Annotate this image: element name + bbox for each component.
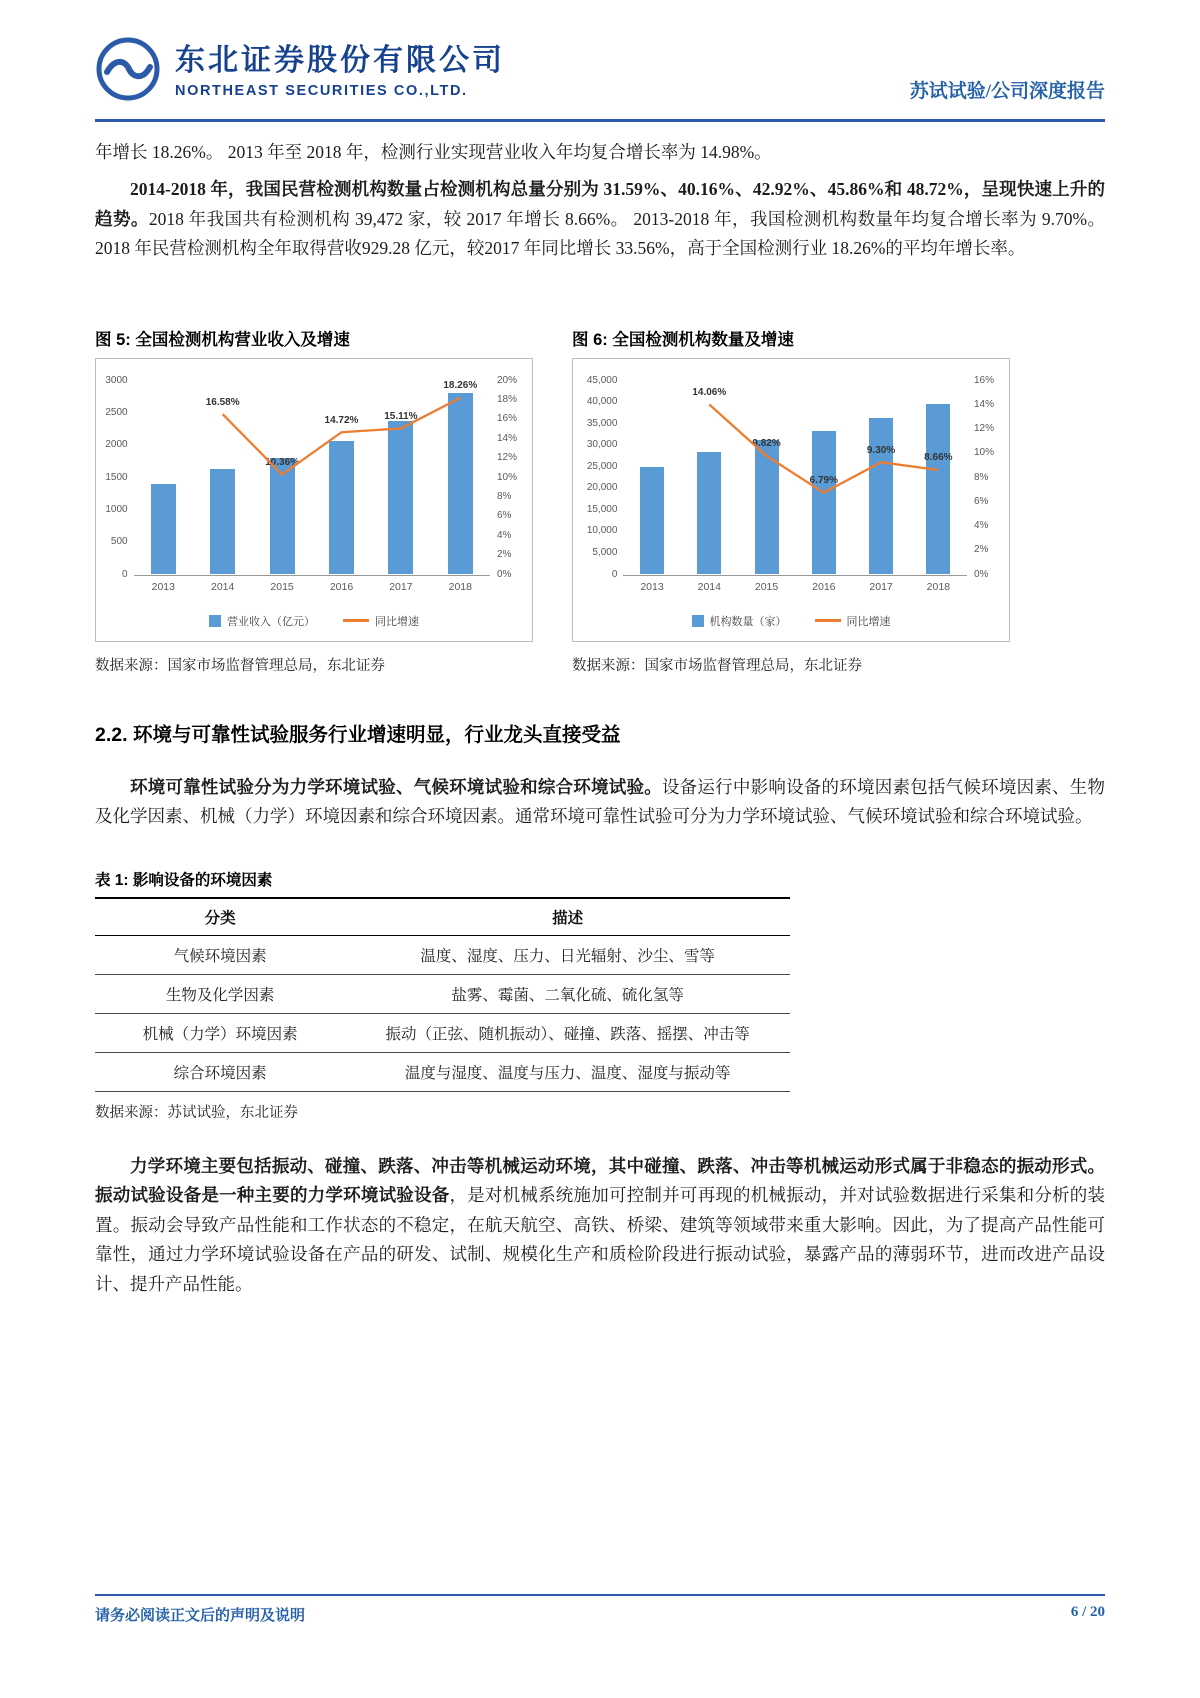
x-axis-label: 2016 bbox=[329, 580, 354, 593]
text-segment: 2014-2018 年，我国民营检测机构数量占检测机构总量分别为 31.59%、40.16%、42.92%、45.86%和 48.72%，呈现快速上升的趋势。 bbox=[95, 179, 1105, 229]
left-axis-tick: 35,000 bbox=[586, 417, 618, 429]
table-cell: 综合环境因素 bbox=[95, 1052, 345, 1091]
paragraph-industry-growth: 年增长 18.26%。 2013 年至 2018 年，检测行业实现营业收入年均复合增长率为 14.98%。 bbox=[95, 141, 772, 162]
x-axis-label: 2013 bbox=[640, 580, 664, 593]
x-axis-label: 2017 bbox=[869, 580, 893, 593]
legend-label: 机构数量（家） bbox=[709, 615, 787, 628]
legend-line-swatch bbox=[343, 619, 369, 622]
left-axis-tick: 20,000 bbox=[586, 482, 618, 494]
left-axis-tick: 1500 bbox=[105, 471, 128, 483]
legend-item-line bbox=[815, 613, 891, 629]
x-axis-label: 2017 bbox=[389, 580, 413, 593]
growth-trend-line bbox=[573, 359, 1009, 641]
right-axis-tick: 2% bbox=[497, 549, 512, 561]
table-cell: 盐雾、霉菌、二氧化硫、硫化氢等 bbox=[345, 974, 790, 1013]
section-heading-2-2: 2.2. 环境与可靠性试验服务行业增速明显，行业龙头直接受益 bbox=[95, 723, 621, 746]
text-segment: 2018 年我国共有检测机构 39,472 家，较 2017 年增长 8.66%。 2013-2018 年，我国检测机构数量年均复合增长率为 9.70%。2018 年民营检测机构全年取得营收929.28 亿元，较2017 年同比增长 33.56%，高于全国检测行业 18.26%的平均年增长率。 bbox=[95, 208, 1106, 258]
table-row bbox=[95, 974, 790, 1013]
x-axis-label: 2014 bbox=[697, 580, 721, 593]
data-label: 9.30% bbox=[866, 444, 896, 456]
figure-source: 数据来源：国家市场监督管理总局，东北证券 bbox=[572, 657, 862, 674]
footer-row bbox=[95, 1604, 1105, 1625]
figure-source: 数据来源：国家市场监督管理总局，东北证券 bbox=[95, 657, 385, 674]
right-axis-tick: 10% bbox=[497, 471, 518, 483]
x-axis-label: 2015 bbox=[270, 580, 294, 593]
right-axis-tick: 20% bbox=[497, 374, 518, 386]
left-axis-tick: 2500 bbox=[105, 406, 128, 418]
footer-divider bbox=[95, 1594, 1105, 1596]
data-label: 6.79% bbox=[809, 475, 838, 487]
legend-bar-swatch bbox=[692, 615, 704, 627]
right-axis-tick: 12% bbox=[497, 452, 518, 464]
page-footer bbox=[95, 1594, 1105, 1625]
paragraph-private-institutions bbox=[95, 175, 1105, 264]
x-axis-label: 2018 bbox=[448, 580, 472, 593]
left-axis-tick: 500 bbox=[110, 536, 128, 548]
table-cell: 气候环境因素 bbox=[95, 935, 345, 974]
data-label: 10.36% bbox=[265, 457, 300, 468]
right-axis-tick: 6% bbox=[497, 510, 512, 522]
figure-row bbox=[95, 326, 1105, 675]
right-axis-tick: 4% bbox=[497, 529, 512, 541]
revenue-growth-chart bbox=[95, 358, 533, 642]
right-axis-tick: 12% bbox=[974, 423, 995, 434]
right-axis-tick: 0% bbox=[974, 568, 989, 580]
table-row bbox=[95, 1013, 790, 1052]
chart-legend bbox=[573, 613, 1009, 629]
left-axis-tick: 2000 bbox=[105, 439, 128, 451]
legend-line-swatch bbox=[815, 619, 841, 622]
right-axis-tick: 0% bbox=[497, 568, 512, 580]
legend-bar-swatch bbox=[209, 615, 221, 627]
company-name-cn: 东北证券股份有限公司 bbox=[175, 44, 505, 78]
data-label: 14.72% bbox=[324, 414, 359, 426]
paragraph-mechanical-environment bbox=[95, 1152, 1105, 1300]
left-axis-tick: 30,000 bbox=[586, 439, 618, 451]
x-axis-label: 2014 bbox=[211, 580, 235, 593]
legend-label: 同比增速 bbox=[846, 615, 891, 628]
figure-title: 图 6: 全国检测机构数量及增速 bbox=[572, 330, 794, 349]
header-divider bbox=[95, 119, 1105, 122]
left-axis-tick: 1000 bbox=[105, 503, 128, 515]
chart-legend bbox=[96, 613, 532, 629]
table-header-cell: 分类 bbox=[95, 898, 345, 936]
env-factors-table bbox=[95, 897, 790, 1092]
right-axis-tick: 18% bbox=[497, 393, 518, 405]
figure-count-chart bbox=[572, 326, 1010, 675]
right-axis-tick: 4% bbox=[974, 520, 989, 531]
right-axis-tick: 14% bbox=[974, 398, 995, 410]
x-axis-label: 2016 bbox=[812, 580, 836, 593]
left-axis-tick: 25,000 bbox=[586, 460, 618, 472]
legend-label: 营业收入（亿元） bbox=[227, 615, 315, 628]
data-label: 15.11% bbox=[384, 410, 418, 422]
right-axis-tick: 2% bbox=[974, 544, 989, 556]
right-axis-tick: 16% bbox=[497, 413, 518, 425]
right-axis-tick: 10% bbox=[974, 447, 995, 459]
left-axis-tick: 40,000 bbox=[586, 396, 618, 408]
legend-item-line bbox=[343, 613, 419, 629]
right-axis-tick: 8% bbox=[497, 490, 512, 502]
company-name-en: NORTHEAST SECURITIES CO.,LTD. bbox=[175, 82, 468, 99]
left-axis-tick: 3000 bbox=[105, 374, 128, 386]
data-label: 9.82% bbox=[752, 438, 781, 450]
table-title: 表 1: 影响设备的环境因素 bbox=[95, 871, 273, 889]
x-axis-label: 2013 bbox=[151, 580, 175, 593]
legend-item-bar bbox=[209, 613, 315, 629]
table-header-cell: 描述 bbox=[345, 898, 790, 936]
data-label: 16.58% bbox=[205, 396, 240, 408]
table-cell: 机械（力学）环境因素 bbox=[95, 1013, 345, 1052]
left-axis-tick: 0 bbox=[611, 568, 618, 580]
text-segment: 设备运行中影响设备的环境因素包括气候环境因素、生物及化学因素、机械（力学）环境因素和综合环境因素。通常环境可靠性试验可分为力学环境试验、气候环境试验和综合环境试验。 bbox=[95, 776, 1106, 826]
table-cell: 温度与湿度、温度与压力、温度、湿度与振动等 bbox=[345, 1052, 790, 1091]
table-row bbox=[95, 1052, 790, 1091]
left-axis-tick: 10,000 bbox=[586, 525, 618, 537]
left-axis-tick: 5,000 bbox=[592, 546, 618, 558]
data-label: 8.66% bbox=[924, 452, 953, 464]
left-axis-tick: 0 bbox=[122, 568, 128, 580]
table-cell: 振动（正弦、随机振动）、碰撞、跌落、摇摆、冲击等 bbox=[345, 1013, 790, 1052]
page-content bbox=[0, 138, 1200, 1300]
figure-revenue-chart bbox=[95, 326, 533, 675]
report-tag: 苏试试验/公司深度报告 bbox=[909, 81, 1105, 102]
table-row bbox=[95, 935, 790, 974]
growth-trend-line bbox=[96, 359, 532, 641]
data-label: 14.06% bbox=[692, 387, 727, 399]
x-axis-label: 2018 bbox=[926, 580, 951, 593]
data-label: 18.26% bbox=[443, 380, 478, 392]
right-axis-tick: 16% bbox=[974, 374, 995, 386]
text-segment: 环境可靠性试验分为力学环境试验、气候环境试验和综合环境试验。 bbox=[130, 776, 662, 797]
table-cell: 生物及化学因素 bbox=[95, 974, 345, 1013]
company-logo-icon bbox=[95, 36, 161, 107]
right-axis-tick: 6% bbox=[974, 495, 989, 507]
legend-label: 同比增速 bbox=[375, 615, 419, 628]
company-name bbox=[175, 44, 505, 99]
text-segment: ，是对机械系统施加可控制并可再现的机械振动，并对试验数据进行采集和分析的装置。振动会导致产品性能和工作状态的不稳定，在航天航空、高铁、桥梁、建筑等领域带来重大影响。因此，为了提高产品性能可靠性，通过力学环境试验设备在产品的研发、试制、规模化生产和质检阶段进行振动试验，暴露产品的薄弱环节，进而改进产品设计、提升产品性能。 bbox=[95, 1185, 1106, 1294]
table-cell: 温度、湿度、压力、日光辐射、沙尘、雪等 bbox=[345, 935, 790, 974]
table-source: 数据来源：苏试试验，东北证券 bbox=[95, 1104, 298, 1121]
footer-page-number: 6 / 20 bbox=[1070, 1604, 1105, 1620]
x-axis-label: 2015 bbox=[754, 580, 779, 593]
left-axis-tick: 15,000 bbox=[586, 503, 618, 515]
text-segment: 力学环境主要包括振动、碰撞、跌落、冲击等机械运动环境，其中碰撞、跌落、冲击等机械运动形式属于非稳态的振动形式。振动试验设备是一种主要的力学环境试验设备 bbox=[95, 1155, 1105, 1205]
legend-item-bar bbox=[692, 613, 787, 629]
left-axis-tick: 45,000 bbox=[586, 374, 618, 386]
figure-title: 图 5: 全国检测机构营业收入及增速 bbox=[95, 330, 350, 349]
paragraph-environment-tests bbox=[95, 773, 1105, 832]
table-block-env-factors bbox=[95, 868, 1105, 1122]
right-axis-tick: 14% bbox=[497, 432, 518, 444]
institution-count-chart bbox=[572, 358, 1010, 642]
brand bbox=[95, 36, 505, 107]
right-axis-tick: 8% bbox=[974, 471, 989, 483]
page-header bbox=[0, 0, 1200, 107]
footer-disclaimer: 请务必阅读正文后的声明及说明 bbox=[95, 1608, 306, 1624]
